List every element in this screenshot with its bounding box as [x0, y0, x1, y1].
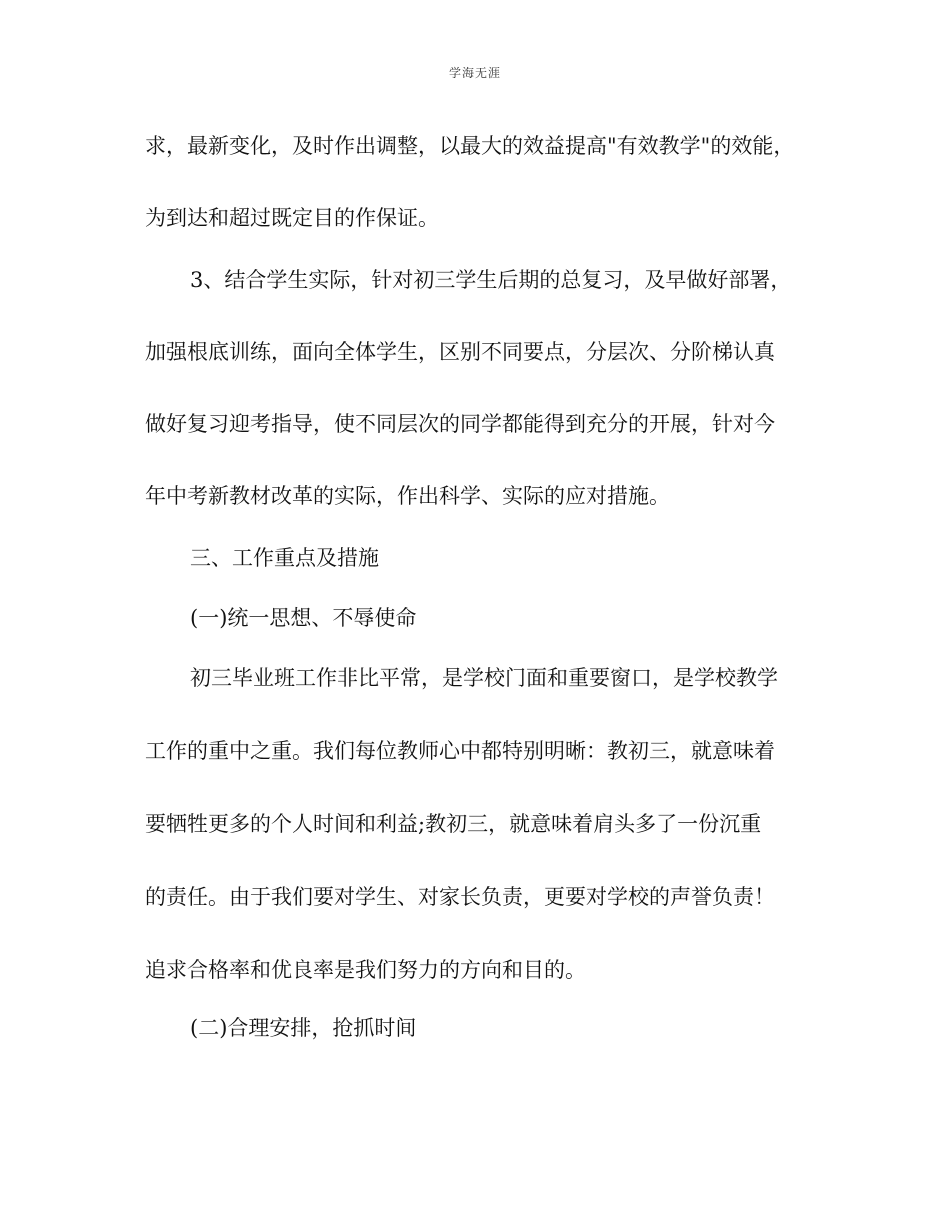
subsection-heading-1: (一)统一思想、不辱使命	[190, 606, 417, 630]
body-line-10: 的责任。由于我们要对学生、对家长负责，更要对学校的声誉负责！	[145, 885, 775, 909]
page-header: 学海无涯	[448, 66, 501, 80]
body-line-7: 初三毕业班工作非比平常，是学校门面和重要窗口，是学校教学	[190, 666, 778, 690]
body-line-6: 年中考新教材改革的实际，作出科学、实际的应对措施。	[145, 484, 670, 508]
body-line-4: 加强根底训练，面向全体学生，区别不同要点，分层次、分阶梯认真	[145, 340, 775, 364]
body-line-9: 要牺牲更多的个人时间和利益;教初三，就意味着肩头多了一份沉重	[145, 812, 762, 836]
subsection-heading-2: (二)合理安排，抢抓时间	[190, 1016, 417, 1040]
body-line-1: 求，最新变化，及时作出调整，以最大的效益提高"有效教学"的效能，	[145, 134, 795, 158]
body-line-11: 追求合格率和优良率是我们努力的方向和目的。	[145, 958, 586, 982]
body-line-5: 做好复习迎考指导，使不同层次的同学都能得到充分的开展，针对今	[145, 412, 775, 436]
body-line-3: 3、结合学生实际，针对初三学生后期的总复习，及早做好部署，	[190, 268, 792, 292]
body-line-2: 为到达和超过既定目的作保证。	[145, 206, 439, 230]
section-heading: 三、工作重点及措施	[190, 546, 379, 570]
body-line-8: 工作的重中之重。我们每位教师心中都特别明晰：教初三，就意味着	[145, 739, 775, 763]
